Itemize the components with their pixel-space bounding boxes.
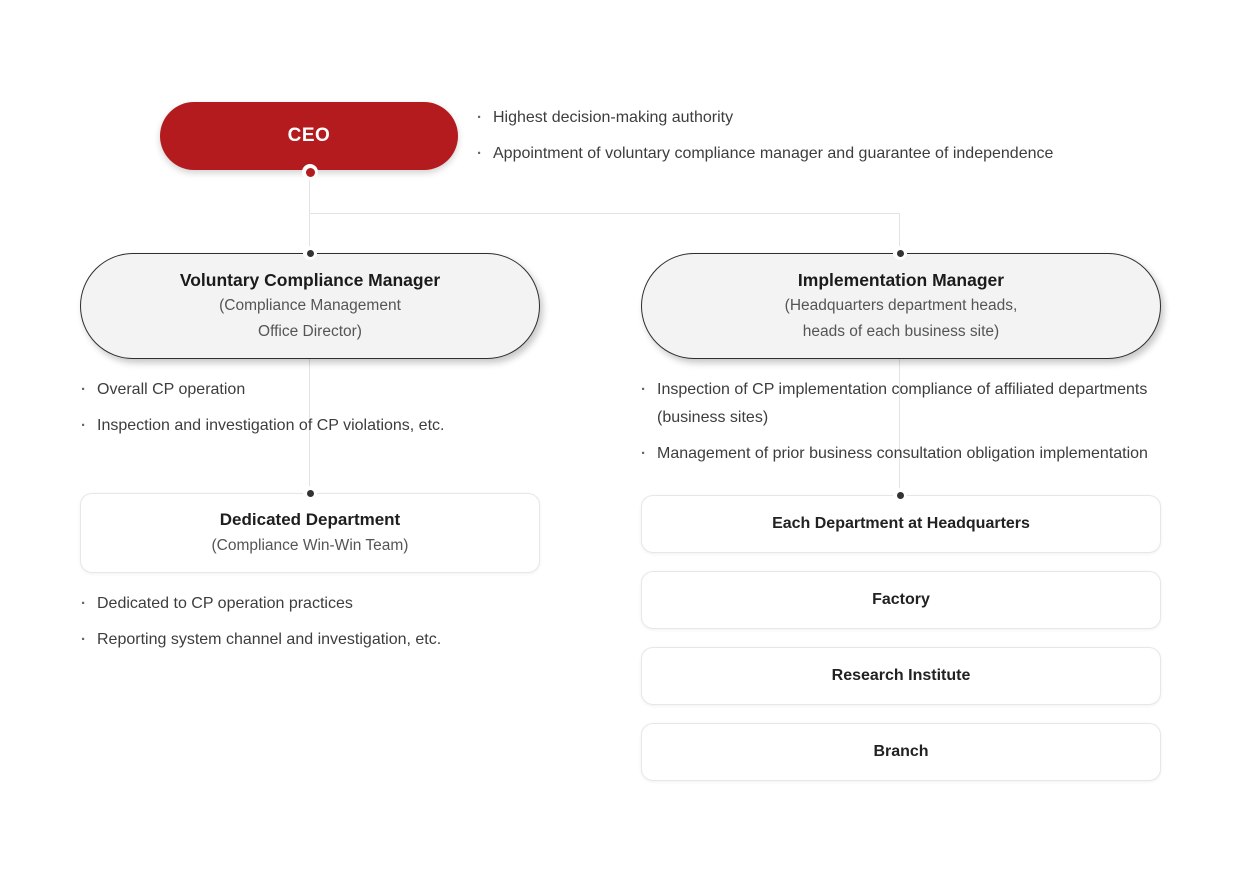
bullet-text: Dedicated to CP operation practices	[97, 595, 353, 612]
bullet-text: Highest decision-making authority	[493, 109, 734, 126]
unit-research-institute-node	[641, 647, 1161, 705]
bullet-item	[640, 376, 1172, 432]
bullet-item	[80, 376, 560, 404]
unit-label: Factory	[872, 591, 930, 608]
bullet-text: Inspection and investigation of CP violations, etc.	[97, 417, 445, 434]
node-subtitle	[219, 293, 401, 345]
unit-label: Research Institute	[831, 667, 971, 684]
bullet-text: Overall CP operation	[97, 381, 246, 398]
bullet-dot: ·	[81, 595, 86, 612]
ceo-bullet-list	[476, 104, 1206, 176]
bullet-dot: ·	[81, 631, 86, 648]
node-subtitle	[785, 293, 1018, 345]
bullet-item	[80, 590, 560, 618]
right-branch-bullet-list	[640, 376, 1172, 476]
bullet-dot: ·	[477, 109, 482, 126]
bullet-item	[80, 626, 560, 654]
ceo-label: CEO	[287, 125, 331, 146]
unit-headquarters-connector-dot	[893, 488, 907, 502]
unit-branch-node	[641, 723, 1161, 781]
ceo-connector-dot	[302, 164, 318, 180]
unit-label: Each Department at Headquarters	[772, 515, 1030, 532]
voluntary-compliance-manager-node	[80, 253, 540, 359]
ceo-node	[160, 102, 458, 170]
left-manager-connector-dot	[303, 246, 317, 260]
implementation-manager-node	[641, 253, 1161, 359]
bullet-text: Reporting system channel and investigation, etc.	[97, 631, 442, 648]
bullet-dot: ·	[641, 445, 646, 462]
node-title: Dedicated Department	[219, 510, 401, 529]
node-subtitle-line1: (Headquarters department heads,	[784, 297, 1018, 314]
bullet-item	[476, 140, 1206, 168]
bullet-text: Appointment of voluntary compliance manager and guarantee of independence	[493, 145, 1054, 162]
bullet-dot: ·	[477, 145, 482, 162]
bullet-item	[640, 440, 1172, 468]
bullet-item	[476, 104, 1206, 132]
unit-headquarters-node	[641, 495, 1161, 553]
left-branch-bullet-list	[80, 376, 560, 448]
bullet-text: Inspection of CP implementation compliance of affiliated departments (business sites)	[657, 381, 1148, 426]
unit-factory-node	[641, 571, 1161, 629]
node-title: Voluntary Compliance Manager	[179, 270, 441, 290]
bullet-dot: ·	[81, 417, 86, 434]
dedicated-department-connector-dot	[303, 486, 317, 500]
unit-label: Branch	[873, 743, 929, 760]
bullet-item	[80, 412, 560, 440]
connector-horizontal	[309, 213, 900, 214]
bullet-dot: ·	[641, 381, 646, 398]
node-subtitle-line2: Office Director)	[258, 323, 362, 340]
right-manager-connector-dot	[893, 246, 907, 260]
node-subtitle-line1: (Compliance Management	[219, 297, 401, 314]
node-title: Implementation Manager	[797, 270, 1005, 290]
node-subtitle: (Compliance Win-Win Team)	[211, 537, 409, 554]
node-subtitle-line2: heads of each business site)	[802, 323, 1000, 340]
bullet-dot: ·	[81, 381, 86, 398]
dedicated-department-bullet-list	[80, 590, 560, 662]
bullet-text: Management of prior business consultation obligation implementation	[657, 445, 1148, 462]
dedicated-department-node	[80, 493, 540, 573]
